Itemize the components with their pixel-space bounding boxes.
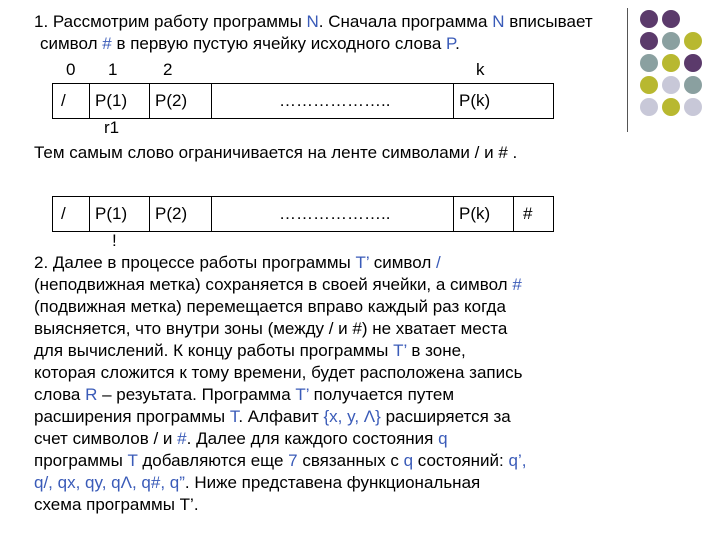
text: в зоне, — [406, 341, 466, 360]
text-highlight: T — [127, 451, 138, 470]
tape2-cell-1: P(1) — [95, 204, 128, 223]
text-highlight: # — [177, 429, 187, 448]
text-highlight: / — [435, 253, 441, 272]
text: 1. Рассмотрим работу программы — [34, 12, 307, 31]
decor-dot — [662, 32, 680, 50]
decor-dot — [684, 76, 702, 94]
text-highlight: q — [438, 429, 448, 448]
text-highlight: q/, qx, qy, qΛ, q#, q” — [34, 473, 185, 492]
tape1-cell-dots: ……………….. — [279, 91, 391, 110]
text-highlight: # — [512, 275, 522, 294]
tape2-cell-divider — [149, 197, 150, 231]
tape1-cell-divider — [453, 84, 454, 118]
para2-line2 — [34, 275, 522, 295]
tape1 — [52, 83, 554, 119]
tape1-cell-k: P(k) — [459, 91, 491, 110]
text: добавляются еще — [137, 451, 289, 470]
text: символ — [40, 34, 103, 53]
text-highlight: T’ — [355, 253, 369, 272]
tape1-cell-1: P(1) — [95, 91, 128, 110]
decor-dot — [662, 76, 680, 94]
tape2-head-label: ! — [112, 231, 117, 250]
text: вписывает — [504, 12, 593, 31]
para2-line9 — [34, 429, 448, 449]
text: расширяется за — [380, 407, 511, 426]
text: . Алфавит — [238, 407, 324, 426]
para2-line5 — [34, 341, 466, 361]
tape2-cell-dots: ……………….. — [279, 204, 391, 223]
sentence: Тем самым слово ограничивается на ленте символами / и # . — [34, 143, 518, 162]
decor-dot — [662, 54, 680, 72]
tape2 — [52, 196, 554, 232]
para2-line8 — [34, 407, 511, 427]
tape2-cell-divider — [453, 197, 454, 231]
tape2-cell-divider — [513, 197, 514, 231]
para2-line7 — [34, 385, 454, 405]
text: 2. Далее в процессе работы программы — [34, 253, 356, 272]
text: . — [455, 34, 460, 53]
text-highlight: P — [446, 34, 456, 53]
text-highlight: # — [102, 34, 112, 53]
text: для вычислений. К концу работы программы — [34, 341, 394, 360]
tape1-cell-2: P(2) — [155, 91, 188, 110]
text: получается путем — [308, 385, 455, 404]
tape1-cell-divider — [211, 84, 212, 118]
text-highlight: T’ — [393, 341, 407, 360]
tape1-index-k: k — [476, 60, 485, 79]
tape2-cell-0: / — [61, 204, 66, 223]
para2-line12: схема программы T’. — [34, 495, 199, 514]
text: . Ниже представена функциональная — [184, 473, 481, 492]
para2-line10 — [34, 451, 526, 471]
text: . Далее для каждого состояния — [186, 429, 439, 448]
para2-line1 — [34, 253, 441, 273]
text-highlight: q’, — [508, 451, 527, 470]
decor-dot — [640, 98, 658, 116]
text: символ — [369, 253, 436, 272]
tape1-index-1: 1 — [108, 60, 118, 79]
text-highlight: {x, y, Λ} — [323, 407, 381, 426]
text-highlight: 7 — [288, 451, 298, 470]
tape1-head-label: r1 — [104, 118, 120, 137]
tape2-cell-hash: # — [523, 204, 533, 223]
decor-dot — [640, 10, 658, 28]
tape1-cell-divider — [149, 84, 150, 118]
decor-dot — [662, 98, 680, 116]
para1-line1 — [34, 12, 593, 32]
decor-dot — [684, 54, 702, 72]
para2-line11 — [34, 473, 480, 493]
text: счет символов / и — [34, 429, 178, 448]
text: – резуьтата. Программа — [97, 385, 296, 404]
tape2-cell-k: P(k) — [459, 204, 491, 223]
para2-line4: выясняется, что внутри зоны (между / и #) не хватает места — [34, 319, 508, 338]
tape1-cell-divider — [89, 84, 90, 118]
text-highlight: R — [85, 385, 98, 404]
tape2-cell-divider — [211, 197, 212, 231]
decorative-dot-grid — [632, 8, 720, 128]
tape1-index-2: 2 — [163, 60, 173, 79]
tape1-index-0: 0 — [66, 60, 76, 79]
text-highlight: T’ — [295, 385, 309, 404]
tape2-cell-divider — [89, 197, 90, 231]
para2-line6: которая сложится к тому времени, будет расположена запись — [34, 363, 523, 382]
decor-dot — [662, 10, 680, 28]
text-highlight: N — [492, 12, 505, 31]
tape2-cell-2: P(2) — [155, 204, 188, 223]
decor-dot — [640, 76, 658, 94]
text-highlight: N — [306, 12, 319, 31]
text: . Сначала программа — [318, 12, 493, 31]
text-highlight: q — [403, 451, 414, 470]
decor-dot — [684, 32, 702, 50]
decor-dot — [640, 54, 658, 72]
decor-dot — [684, 98, 702, 116]
text: слова — [34, 385, 86, 404]
decor-divider-line — [627, 8, 628, 132]
text: связанных с — [297, 451, 404, 470]
decor-dot — [640, 32, 658, 50]
text: состояний: — [413, 451, 509, 470]
text: в первую пустую ячейку исходного слова — [111, 34, 447, 53]
para1-line2 — [40, 34, 460, 54]
para2-line3: (подвижная метка) перемещается вправо каждый раз когда — [34, 297, 506, 316]
text: (неподвижная метка) сохраняется в своей ячейки, а символ — [34, 275, 513, 294]
text: программы — [34, 451, 128, 470]
text: расширения программы — [34, 407, 230, 426]
tape1-cell-0: / — [61, 91, 66, 110]
text-highlight: T — [229, 407, 239, 426]
